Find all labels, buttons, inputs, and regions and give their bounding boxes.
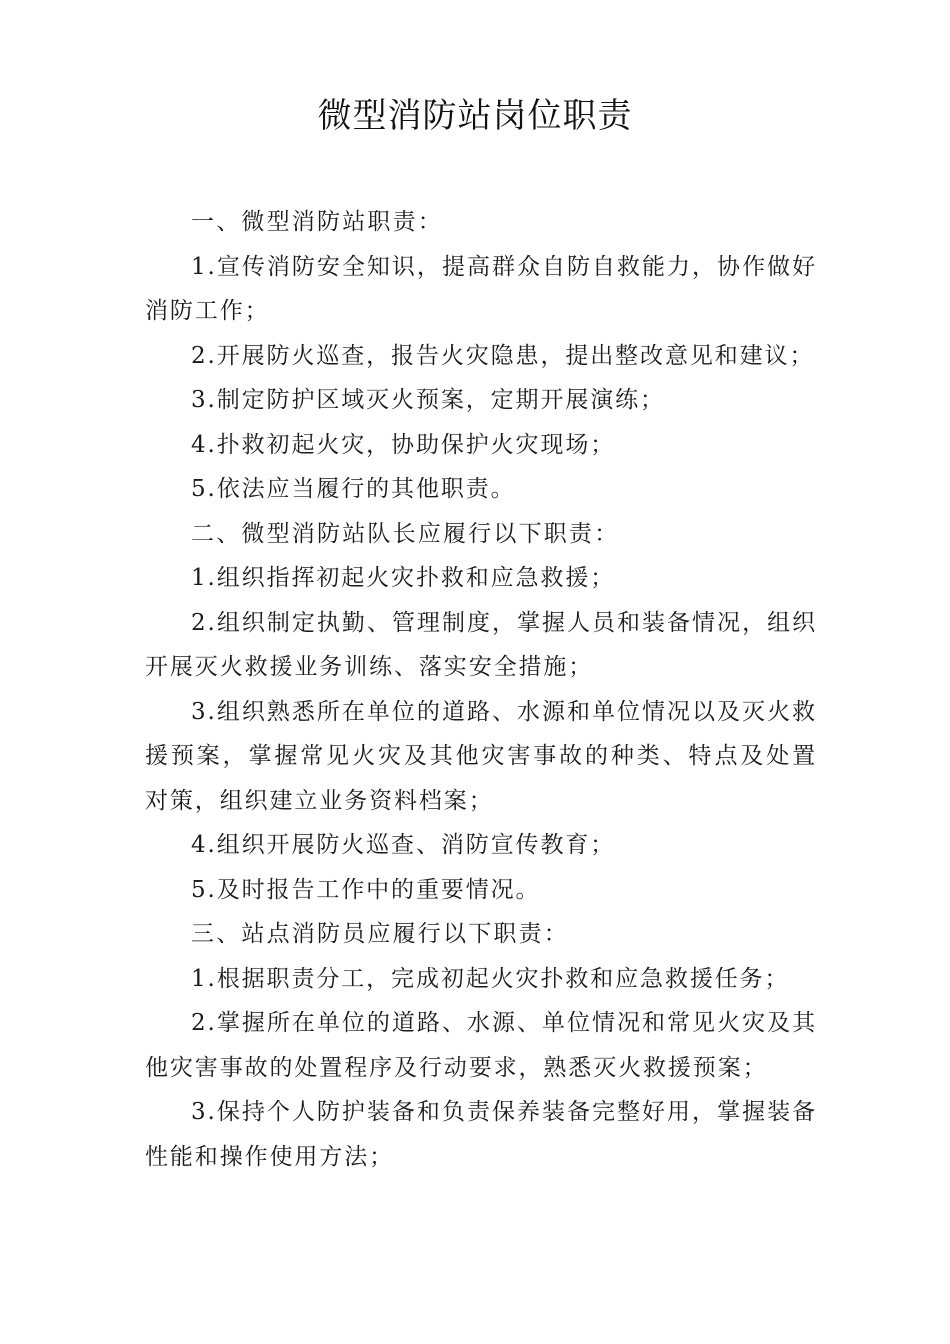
document-body xyxy=(145,200,817,1179)
paragraph: 5.依法应当履行的其他职责。 xyxy=(191,476,516,502)
paragraph: 3.保持个人防护装备和负责保养装备完整好用，掌握装备性能和操作使用方法； xyxy=(145,1099,817,1170)
paragraph: 4.扑救初起火灾，协助保护火灾现场； xyxy=(191,431,616,458)
paragraph: 1.根据职责分工，完成初起火灾扑救和应急救援任务； xyxy=(191,965,790,992)
section-heading-2: 二、微型消防站队长应履行以下职责： xyxy=(191,520,620,547)
paragraph: 5.及时报告工作中的重要情况。 xyxy=(191,876,541,903)
document-title: 微型消防站岗位职责 xyxy=(317,96,633,136)
paragraph: 1.宣传消防安全知识，提高群众自防自救能力，协作做好消防工作； xyxy=(145,253,817,324)
paragraph: 4.组织开展防火巡查、消防宣传教育； xyxy=(191,832,616,858)
paragraph: 2.开展防火巡查，报告火灾隐患，提出整改意见和建议； xyxy=(191,342,815,369)
section-heading-3: 三、站点消防员应履行以下职责： xyxy=(191,921,569,947)
paragraph: 3.制定防护区域灭火预案，定期开展演练； xyxy=(191,387,665,413)
paragraph: 1.组织指挥初起火灾扑救和应急救援； xyxy=(191,565,616,591)
section-heading-1: 一、微型消防站职责： xyxy=(191,209,443,235)
paragraph: 3.组织熟悉所在单位的道路、水源和单位情况以及灭火救援预案，掌握常见火灾及其他灾害事故的种类、特点及处置对策，组织建立业务资料档案； xyxy=(145,698,817,814)
paragraph: 2.组织制定执勤、管理制度，掌握人员和装备情况，组织开展灭火救援业务训练、落实安全措施； xyxy=(145,609,817,680)
paragraph: 2.掌握所在单位的道路、水源、单位情况和常见火灾及其他灾害事故的处置程序及行动要求，熟悉灭火救援预案； xyxy=(145,1010,817,1081)
